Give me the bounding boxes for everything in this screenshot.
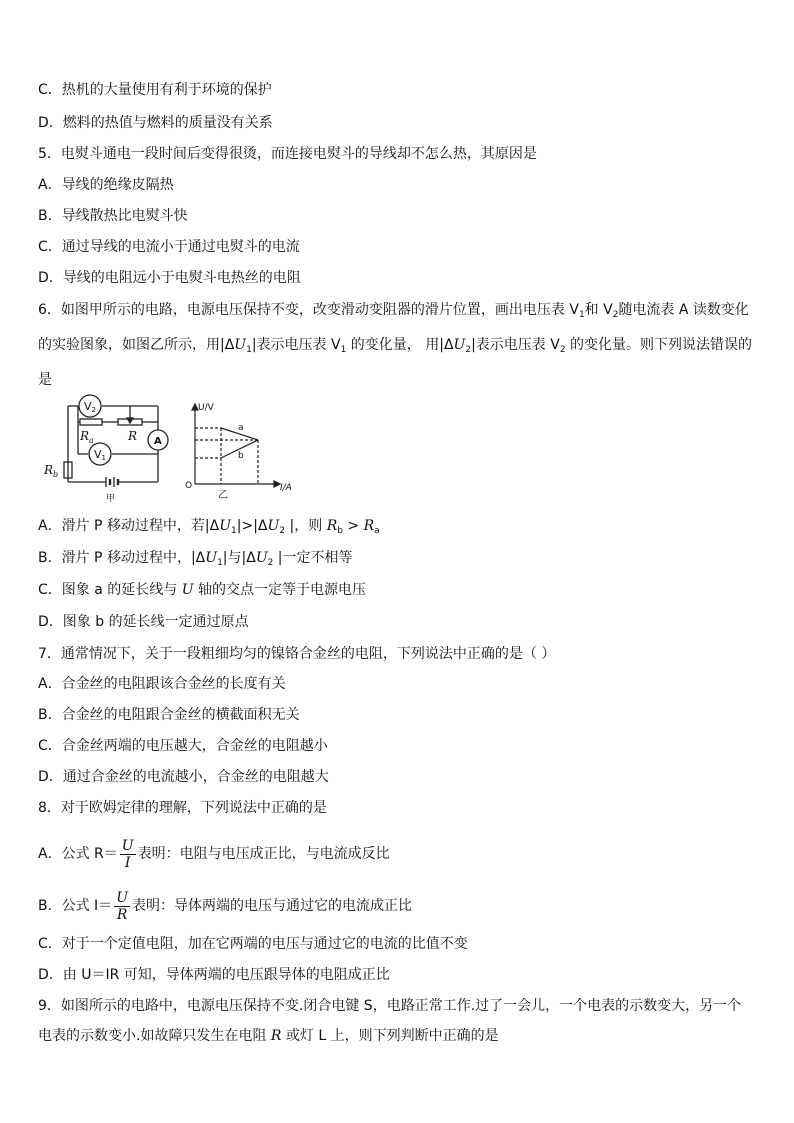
line-a-label: a — [238, 423, 244, 433]
q7-stem: 7．通常情况下，关于一段粗细均匀的镍铬合金丝的电阻，下列说法中正确的是（ ） — [38, 646, 556, 662]
label-jia: 甲 — [106, 494, 116, 502]
axis-x-label: I/A — [280, 483, 292, 493]
q4-option-c: C．热机的大量使用有利于环境的保护 — [38, 82, 272, 98]
label-rb: $R_b$ — [44, 463, 59, 479]
line-b-label: b — [238, 451, 244, 461]
q7-option-b: B．合金丝的电阻跟合金丝的横截面积无关 — [38, 707, 300, 723]
q5-option-d: D．导线的电阻远小于电熨斗电热丝的电阻 — [38, 270, 301, 286]
fraction-u-over-i: $\frac{U}{I}$ — [121, 837, 134, 871]
q7-option-c: C．合金丝两端的电压越大，合金丝的电阻越小 — [38, 738, 328, 754]
q5-option-c: C．通过导线的电流小于通过电熨斗的电流 — [38, 239, 300, 255]
q6-option-b: B．滑片 P 移动过程中，$|\Delta U_1|$与$|\Delta U_2$ |一定不相等 — [38, 550, 353, 568]
label-yi: 乙 — [218, 490, 228, 501]
svg-text:V1: V1 — [94, 448, 106, 462]
label-ra: $R_a$ — [80, 429, 94, 445]
q7-option-d: D．通过合金丝的电流越小，合金丝的电阻越大 — [38, 769, 329, 785]
fraction-u-over-r: $\frac{U}{R}$ — [116, 889, 128, 923]
q7-option-a: A．合金丝的电阻跟该合金丝的长度有关 — [38, 676, 286, 692]
q8-option-b: B．公式 I＝ $\frac{U}{R}$ 表明：导体两端的电压与通过它的电流成正比 — [38, 889, 412, 923]
circuit-diagram — [64, 406, 158, 487]
q6-option-d: D．图象 b 的延长线一定通过原点 — [38, 614, 249, 630]
q6-option-a: A．滑片 P 移动过程中，若$|\Delta U_1|>|\Delta U_2$ |，则 $R_b > R_a$ — [38, 518, 380, 536]
q5-stem: 5．电熨斗通电一段时间后变得很烫，而连接电熨斗的导线却不怎么热，其原因是 — [38, 146, 537, 162]
q9-stem: 9．如图所示的电路中，电源电压保持不变.闭合电键 S，电路正常工作.过了一会儿，一个电表的示数变大，另一个电表的示数变小.如故障只发生在电阻 R 或灯 L 上，则下列判断中正确的是 — [38, 998, 742, 1044]
q6-figure — [40, 392, 300, 502]
q6-stem: 6．如图甲所示的电路，电源电压保持不变，改变滑动变阻器的滑片位置，画出电压表 $V_1$和 $V_2$随电流表 A 读数变化的实验图象，如图乙所示，用$|\Delta U_1|$表示电压表 $V_1$ 的变化量， 用$|\Delta U_2|$表示电压表 $V_2$ 的变化量。则下列说法错误的是 — [38, 302, 753, 388]
q8-option-a: A．公式 R＝ $\frac{U}{I}$ 表明：电阻与电压成正比，与电流成反比 — [38, 837, 390, 871]
q5-option-a: A．导线的绝缘皮隔热 — [38, 177, 174, 193]
graph-yi — [192, 404, 280, 487]
label-r: R — [128, 429, 138, 443]
svg-text:V2: V2 — [84, 400, 96, 414]
origin-label: O — [185, 481, 193, 491]
axis-y-label: U/V — [198, 403, 214, 413]
svg-text:A: A — [154, 436, 162, 447]
q5-option-b: B．导线散热比电熨斗快 — [38, 208, 188, 224]
q8-option-c: C．对于一个定值电阻，加在它两端的电压与通过它的电流的比值不变 — [38, 936, 468, 952]
q4-option-d: D．燃料的热值与燃料的质量没有关系 — [38, 115, 273, 131]
q8-stem: 8．对于欧姆定律的理解，下列说法中正确的是 — [38, 800, 327, 816]
q8-option-d: D．由 U＝IR 可知，导体两端的电压跟导体的电阻成正比 — [38, 967, 390, 983]
q6-option-c: C．图象 a 的延长线与 U 轴的交点一定等于电源电压 — [38, 582, 366, 598]
